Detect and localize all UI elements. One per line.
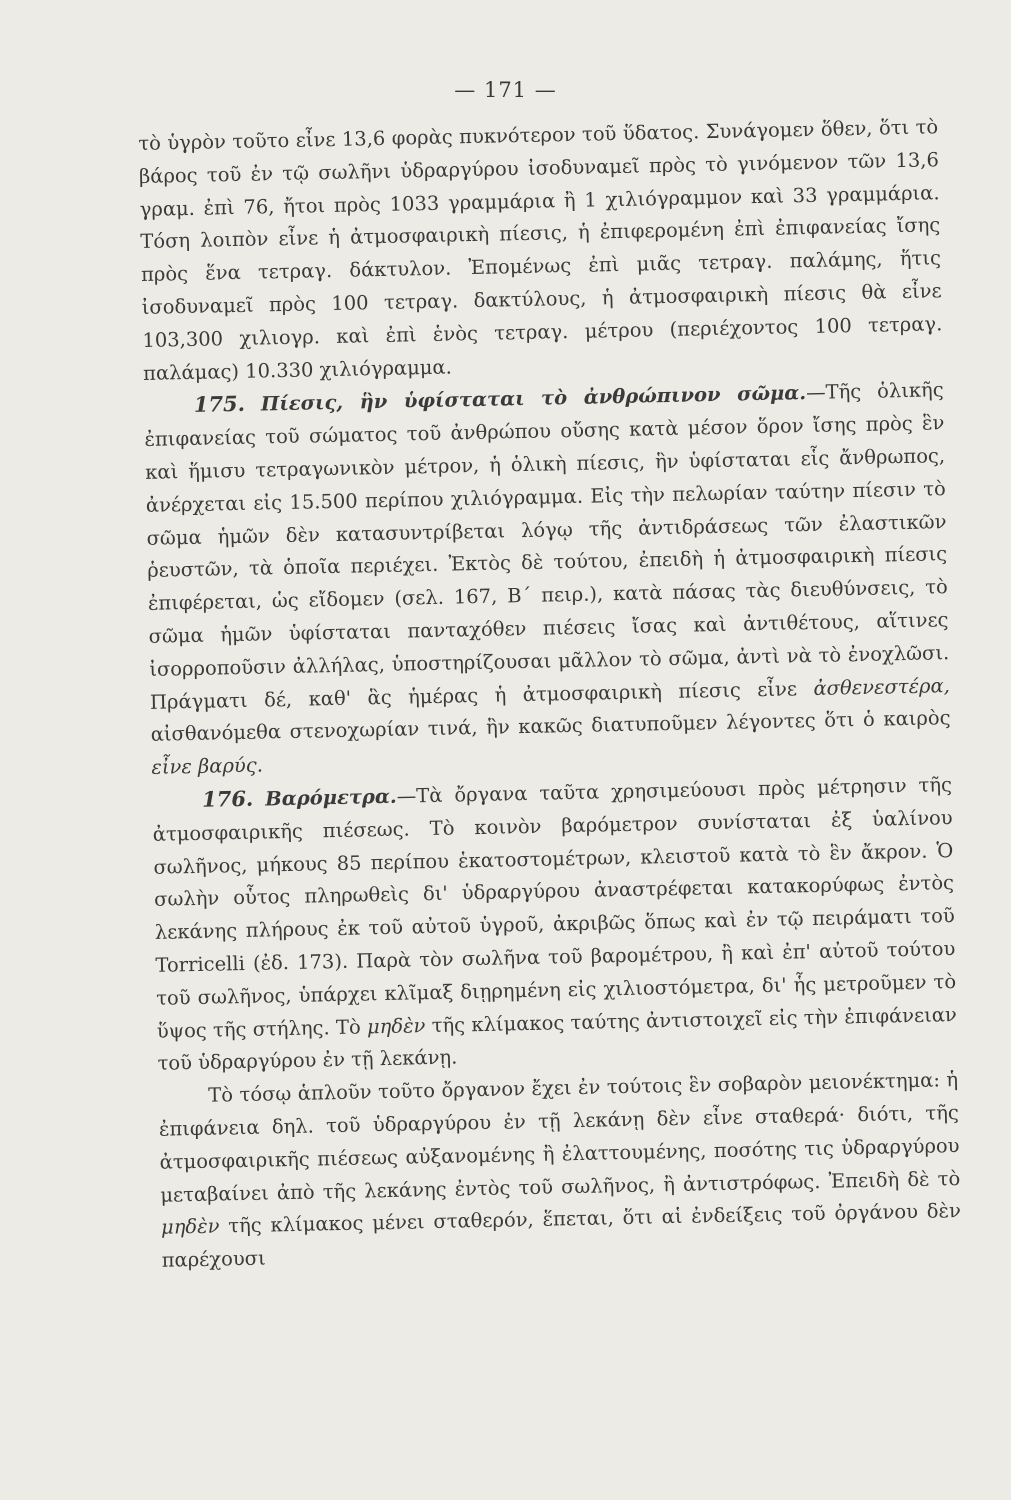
paragraph-text-continued: τῆς κλίμακος μένει σταθερόν, ἕπεται, ὅτι αἱ ἐνδείξεις τοῦ ὀργάνου δὲν παρέχουσι (161, 1199, 962, 1272)
body-text (138, 111, 962, 1277)
page-number: — 171 — (454, 78, 557, 102)
italic-term: μηδὲν (160, 1214, 220, 1240)
paragraph-text: Τὸ τόσῳ ἁπλοῦν τοῦτο ὄργανον ἔχει ἐν τούτοις ἓν σοβαρὸν μειονέκτημα: ἡ ἐπιφάνεια δηλ. τοῦ ὑδραργύρου ἐν τῇ λεκάνῃ δὲν εἶνε σταθερά· διότι, τῆς ἀτμοσφαιρικῆς πιέσεως αὐξανομένης ἢ ἐλαττουμένης, ποσότης τις ὑδραργύρου μεταβαίνει ἀπὸ τῆς λεκάνης ἐντὸς τοῦ σωλῆνος, ἢ ἀντιστρόφως. Ἐπειδὴ δὲ τὸ (158, 1068, 961, 1207)
paragraph-intro (138, 111, 943, 390)
section-176 (152, 768, 958, 1081)
section-text-continued: αἰσθανόμεθα στενοχωρίαν τινά, ἣν κακῶς διατυποῦμεν λέγοντες ὅτι ὁ καιρὸς (150, 706, 951, 747)
section-number: 176. (201, 785, 254, 812)
italic-term: ἀσθενεστέρα, (813, 673, 951, 700)
section-number: 175. (193, 391, 246, 418)
paragraph-barometer-drawback (158, 1064, 962, 1277)
italic-phrase: εἶνε βαρύς. (151, 753, 264, 779)
paragraph-text: τὸ ὑγρὸν τοῦτο εἶνε 13,6 φορὰς πυκνότερον τοῦ ὕδατος. Συνάγομεν ὅθεν, ὅτι τὸ βάρος τοῦ ἐν τῷ σωλῆνι ὑδραργύρου ἰσοδυναμεῖ πρὸς τὸ γινόμενον τῶν 13,6 γραμ. ἐπὶ 76, ἤτοι πρὸς 1033 γραμμάρια ἢ 1 χιλιόγραμμον καὶ 33 γραμμάρια. Τόση λοιπὸν εἶνε ἡ ἀτμοσφαιρικὴ πίεσις, ἡ ἐπιφερομένη ἐπὶ ἐπιφανείας ἴσης πρὸς ἕνα τετραγ. δάκτυλον. Ἐπομένως ἐπὶ μιᾶς τετραγ. παλάμης, ἥτις ἰσοδυναμεῖ πρὸς 100 τετραγ. δακτύλους, ἡ ἀτμοσφαιρικὴ πίεσις θὰ εἶνε 103,300 χιλιογρ. καὶ ἐπὶ ἑνὸς τετραγ. μέτρου (περιέχοντος 100 τετραγ. παλάμας) 10.330 χιλιόγραμμα. (138, 115, 943, 385)
section-text: —Τὰ ὄργανα ταῦτα χρησιμεύουσι πρὸς μέτρησιν τῆς ἀτμοσφαιρικῆς πιέσεως. Τὸ κοινὸν βαρόμετρον συνίσταται ἐξ ὑαλίνου σωλῆνος, μήκους 85 περίπου ἑκατοστομέτρων, κλειστοῦ κατὰ τὸ ἓν ἄκρον. Ὁ σωλὴν οὗτος πληρωθεὶς δι' ὑδραργύρου ἀναστρέφεται κατακορύφως ἐντὸς λεκάνης πλήρους ἐκ τοῦ αὐτοῦ ὑγροῦ, ἀκριβῶς ὅπως καὶ ἐν τῷ πειράματι τοῦ Torricelli (ἐδ. 173). Παρὰ τὸν σωλῆνα τοῦ βαρομέτρου, ἢ καὶ ἐπ' αὐτοῦ τούτου τοῦ σωλῆνος, ὑπάρχει κλῖμαξ διῃρημένη εἰς χιλιοστόμετρα, δι' ἧς μετροῦμεν τὸ ὕψος τῆς στήλης. Τὸ (152, 773, 957, 1043)
section-175 (143, 374, 951, 785)
italic-term: μηδὲν (366, 1013, 426, 1038)
section-text-continued: τῆς κλίμακος ταύτης ἀντιστοιχεῖ εἰς τὴν ἐπιφάνειαν τοῦ ὑδραργύρου ἐν τῇ λεκάνῃ. (157, 1002, 957, 1076)
section-title: Βαρόμετρα. (264, 784, 397, 811)
section-text: —Τῆς ὁλικῆς ἐπιφανείας τοῦ σώματος τοῦ ἀνθρώπου οὔσης κατὰ μέσον ὅρον ἴσης πρὸς ἓν καὶ ἥμισυ τετραγωνικὸν μέτρον, ἡ ὁλικὴ πίεσις, ἣν ὑφίσταται εἷς ἄνθρωπος, ἀνέρχεται εἰς 15.500 περίπου χιλιόγραμμα. Εἰς τὴν πελωρίαν ταύτην πίεσιν τὸ σῶμα ἡμῶν δὲν κατασυντρίβεται λόγῳ τῆς ἀντιδράσεως τῶν ἐλαστικῶν ῥευστῶν, τὰ ὁποῖα περιέχει. Ἐκτὸς δὲ τούτου, ἐπειδὴ ἡ ἀτμοσφαιρικὴ πίεσις ἐπιφέρεται, ὡς εἴδομεν (σελ. 167, Β΄ πειρ.), κατὰ πάσας τὰς διευθύνσεις, τὸ σῶμα ἡμῶν ὑφίσταται πανταχόθεν πιέσεις ἴσας καὶ ἀντιθέτους, αἵτινες ἰσορροποῦσιν ἀλλήλας, ὑποστηρίζουσαι μᾶλλον τὸ σῶμα, ἀντὶ νὰ τὸ ἐνοχλῶσι. Πράγματι δέ, καθ' ἃς ἡμέρας ἡ ἀτμοσφαιρικὴ πίεσις εἶνε (144, 378, 950, 714)
section-title: Πίεσις, ἣν ὑφίσταται τὸ ἀνθρώπινον σῶμα. (260, 381, 807, 416)
